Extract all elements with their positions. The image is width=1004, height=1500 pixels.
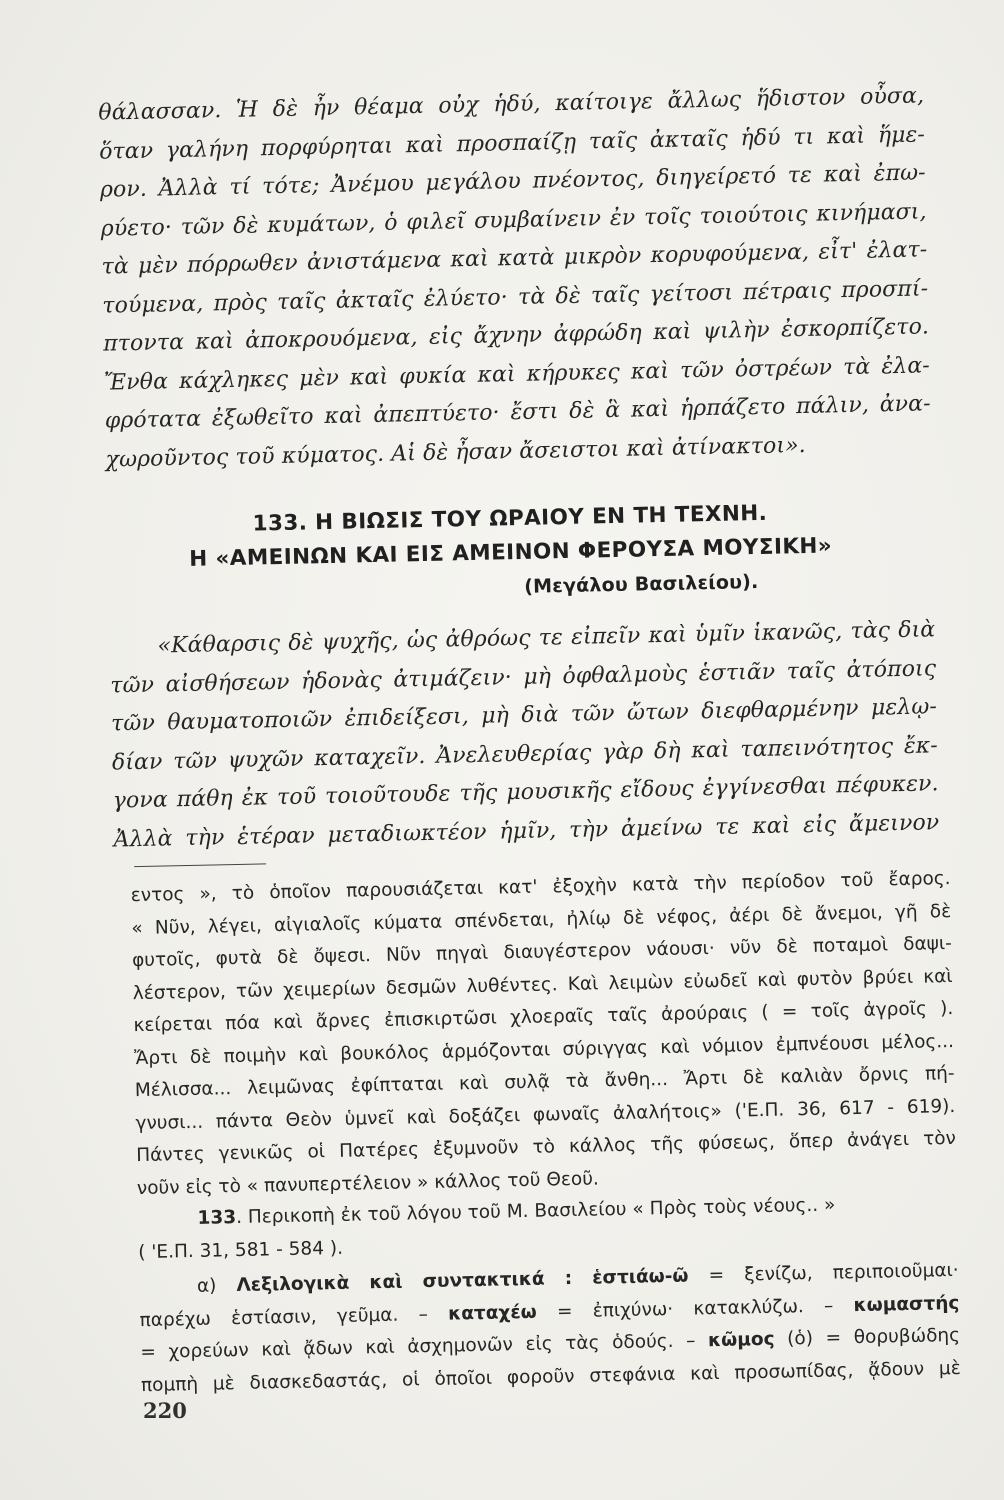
heading-line: 133. Η ΒΙΩΣΙΣ ΤΟΥ ΩΡΑΙΟΥ ΕΝ ΤΗ ΤΕΧΝΗ. bbox=[252, 500, 768, 537]
text-line: ρον. Ἀλλὰ τί τότε; Ἀνέμου μεγάλου πνέοντος, διηγείρετό τε καὶ ἐπω- bbox=[99, 160, 926, 203]
text-line: Ἔνθα κάχληκες μὲν καὶ φυκία καὶ κήρυκες καὶ τῶν ὀστρέων τὰ ἐλα- bbox=[103, 352, 931, 396]
quotation-continued bbox=[98, 77, 932, 479]
footnote-line: Πάντες γενικῶς οἱ Πατέρες ἐξυμνοῦν τὸ κάλλος τῆς φύσεως, ὅπερ ἀνάγει τὸν bbox=[135, 1127, 957, 1167]
footnote-line: Μέλισσα... λειμῶνας ἐφίπταται καὶ συλᾷ τὰ ἄνθη... Ἄρτι δὲ καλιὰν ὄρνις πή- bbox=[134, 1062, 955, 1102]
text-line: τούμενα, πρὸς ταῖς ἀκταῖς ἐλύετο· τὰ δὲ ταῖς γείτοσι πέτραις προσπί- bbox=[102, 275, 929, 319]
reference-line: ( 'Ε.Π. 31, 581 - 584 ). bbox=[138, 1237, 344, 1263]
text-line: ρύετο· τῶν δὲ κυμάτων, ὁ φιλεῖ συμβαίνειν ἐν τοῖς τοιούτοις κινήμασι, bbox=[100, 198, 927, 242]
notes-line: παρέχω ἑστίασιν, γεῦμα. – καταχέω = ἐπιχύνω· κατακλύζω. – κωμαστής bbox=[139, 1292, 960, 1331]
footnote-line: λέστερον, τῶν χειμερίων δεσμῶν λυθέντες. Καὶ λειμὼν εὐωδεῖ καὶ φυτὸν βρύει καὶ bbox=[132, 965, 953, 1004]
footnote-line: νοῦν εἰς τὸ « πανυπερτέλειον » κάλλος τοῦ Θεοῦ. bbox=[136, 1167, 600, 1199]
lexical-notes bbox=[139, 1255, 962, 1402]
footnote-line: « Νῦν, λέγει, αἰγιαλοῖς κύματα σπένδεται, ἠλίῳ δὲ νέφος, ἀέρι δὲ ἄνεμοι, γῆ δὲ bbox=[131, 900, 952, 939]
footnote bbox=[130, 863, 957, 1205]
heading-line: Η «ΑΜΕΙΝΩΝ ΚΑΙ ΕΙΣ ΑΜΕΙΝΟΝ ΦΕΡΟΥΣΑ ΜΟΥΣΙΚΗ» bbox=[188, 533, 833, 572]
section-subtitle: (Μεγάλου Βασιλείου). bbox=[524, 570, 759, 598]
page-number: 220 bbox=[143, 1398, 187, 1423]
notes-line: πομπὴ μὲ διασκεδαστάς, οἱ ὁποῖοι φοροῦν στεφάνια καὶ προσωπίδας, ᾄδουν μὲ bbox=[140, 1357, 961, 1396]
text-line: ὅταν γαλήνη πορφύρηται καὶ προσπαίζῃ ταῖς ἀκταῖς ἡδύ τι καὶ ἥμε- bbox=[98, 121, 926, 165]
footnote-line: φυτοῖς, φυτὰ δὲ ὄψεσι. Νῦν πηγαὶ διαυγέστερον νάουσι· νῦν δὲ ποταμοὶ δαψι- bbox=[131, 933, 953, 972]
text-line: γονα πάθη ἐκ τοῦ τοιοῦτουδε τῆς μουσικῆς εἴδους ἐγγίνεσθαι πέφυκεν. bbox=[112, 771, 939, 814]
reference-line: 133. Περικοπὴ ἐκ τοῦ λόγου τοῦ Μ. Βασιλείου « Πρὸς τοὺς νέους.. » bbox=[197, 1194, 836, 1229]
text-line: τὰ μὲν πόρρωθεν ἀνιστάμενα καὶ κατὰ μικρὸν κορυφούμενα, εἶτ' ἐλατ- bbox=[101, 237, 928, 280]
notes-line: α) Λεξιλογικὰ καὶ συντακτικά : ἑστιάω-ῶ = ξενίζω, περιποιοῦμαι· bbox=[196, 1259, 959, 1297]
footnote-line: Ἄρτι δὲ ποιμὴν καὶ βουκόλος ἁρμόζονται σύριγγας καὶ νόμιον ἐμπνέουσι μέλος... bbox=[133, 1030, 955, 1069]
text-line: Ἀλλὰ τὴν ἑτέραν μεταδιωκτέον ἡμῖν, τὴν ἀμείνω τε καὶ εἰς ἄμεινον bbox=[113, 809, 940, 853]
notes-line: = χορεύων καὶ ᾄδων καὶ ἀσχημονῶν εἰς τὰς ὁδούς. – κῶμος (ὁ) = θορυβώδης bbox=[140, 1324, 961, 1364]
footnote-line: εντος », τὸ ὁποῖον παρουσιάζεται κατ' ἐξοχὴν κατὰ τὴν περίοδον τοῦ ἔαρος. bbox=[130, 868, 951, 907]
text-line: τῶν θαυματοποιῶν ἐπιδείξεσι, μὴ διὰ τῶν ὤτων διεφθαρμένην μελῳ- bbox=[110, 694, 938, 737]
text-line: τῶν αἰσθήσεων ἡδονὰς ἀτιμάζειν· μὴ ὀφθαλμοὺς ἑστιᾶν ταῖς ἀτόποις bbox=[110, 655, 937, 699]
text-line: φρότατα ἐξωθεῖτο καὶ ἀπεπτύετο· ἔστι δὲ ἃ καὶ ἡρπάζετο πάλιν, ἀνα- bbox=[104, 391, 931, 434]
footnote-divider bbox=[134, 863, 266, 867]
footnote-line: κείρεται πόα καὶ ἄρνες ἐπισκιρτῶσι χλοεραῖς ταῖς ἀρούραις ( = τοῖς ἀγροῖς ). bbox=[133, 997, 954, 1037]
section-heading bbox=[95, 493, 927, 612]
footnote-line: γνυσι... πάντα Θεὸν ὑμνεῖ καὶ δοξάζει φωναῖς ἀλαλήτοις» ('Ε.Π. 36, 617 - 619). bbox=[135, 1095, 956, 1134]
text-line: πτοντα καὶ ἀποκρουόμενα, εἰς ἄχνην ἀφρώδη καὶ ψιλὴν ἐσκορπίζετο. bbox=[102, 314, 930, 357]
text-line: χωροῦντος τοῦ κύματος. Αἱ δὲ ἦσαν ἄσειστοι καὶ ἀτίνακτοι». bbox=[105, 432, 806, 473]
quotation bbox=[109, 611, 940, 859]
text-line: θάλασσαν. Ἡ δὲ ἦν θέαμα οὐχ ἡδύ, καίτοιγε ἄλλως ἥδιστον οὖσα, bbox=[98, 83, 925, 126]
text-line: δίαν τῶν ψυχῶν καταχεῖν. Ἀνελευθερίας γὰρ δὴ καὶ ταπεινότητος ἔκ- bbox=[111, 732, 939, 776]
text-line: «Κάθαρσις δὲ ψυχῆς, ὡς ἀθρόως τε εἰπεῖν καὶ ὑμῖν ἱκανῶς, τὰς διὰ bbox=[157, 617, 936, 659]
